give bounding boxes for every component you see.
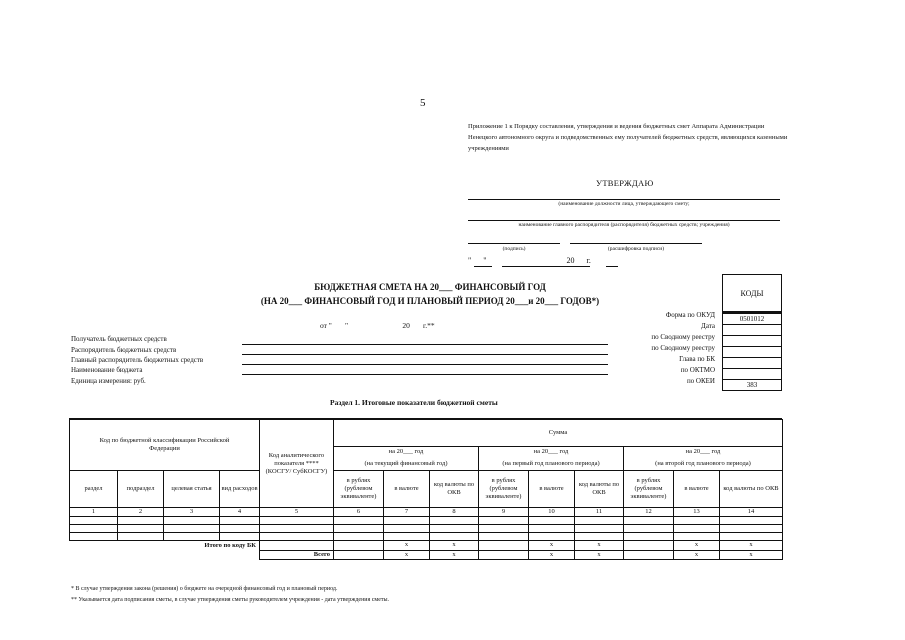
distributor-line <box>242 354 608 355</box>
col-num-3: 3 <box>164 508 220 517</box>
header-year2-sub: (на первый год планового периода) <box>479 458 624 470</box>
main-distributor-line <box>242 364 608 365</box>
budget-name-line <box>242 374 608 375</box>
total-all-x: x <box>430 550 479 559</box>
document-title-line2: (НА 20___ ФИНАНСОВЫЙ ГОД И ПЛАНОВЫЙ ПЕРИОД 20___и 20___ ГОДОВ*) <box>260 296 600 306</box>
header-val-3: в валюте <box>674 471 720 508</box>
header-vid: вид расходов <box>220 471 260 508</box>
header-val-1: в валюте <box>384 471 430 508</box>
header-val-2: в валюте <box>529 471 575 508</box>
table-row <box>70 533 783 541</box>
codes-label-okud: Форма по ОКУД <box>665 311 715 319</box>
header-rub-3: в рублях (рублевом эквиваленте) <box>624 471 674 508</box>
header-razdel: раздел <box>70 471 118 508</box>
header-year1: на 20___ год <box>334 446 479 458</box>
approval-line-org <box>468 220 780 221</box>
total-all-label: Всего <box>260 550 334 559</box>
header-year3: на 20___ год <box>624 446 783 458</box>
table-row <box>70 525 783 533</box>
code-date <box>722 325 782 336</box>
total-bk-x: x <box>430 541 479 551</box>
col-num-5: 5 <box>260 508 334 517</box>
col-num-14: 14 <box>720 508 783 517</box>
total-bk-label: Итого по коду БК <box>204 541 256 549</box>
code-oktmo <box>722 369 782 380</box>
approval-title: УТВЕРЖДАЮ <box>596 178 654 188</box>
header-rub-1: в рублях (рублевом эквиваленте) <box>334 471 384 508</box>
total-bk-x: x <box>575 541 624 551</box>
header-budget-code: Код по бюджетной классификации Российской Федерации <box>70 420 260 471</box>
total-all-x: x <box>674 550 720 559</box>
appendix-note: Приложение 1 к Порядку составления, утверждения и ведения бюджетных смет Аппарата Администрации Ненецкого автономного округа и подведомственных ему получателей бюджетных средств, являющихся казенными учреждениями <box>468 123 788 152</box>
total-bk-rub-1 <box>334 541 384 551</box>
code-registry2 <box>722 347 782 358</box>
footnote-2: ** Указывается дата подписания сметы, в случае утверждения сметы руководителем учреждения - дата утверждения сметы. <box>71 597 390 603</box>
approval-caption-org: наименование главного распорядителя (распорядителя) бюджетных средств; учреждения) <box>518 222 730 228</box>
section-title: Раздел 1. Итоговые показатели бюджетной сметы <box>330 398 498 407</box>
signature-line <box>468 243 560 244</box>
col-num-4: 4 <box>220 508 260 517</box>
total-bk-rub-3 <box>624 541 674 551</box>
col-num-1: 1 <box>70 508 118 517</box>
codes-label-registry1: по Сводному реестру <box>651 333 715 341</box>
col-num-8: 8 <box>430 508 479 517</box>
year-underline <box>606 266 618 267</box>
page-number: 5 <box>420 97 426 109</box>
total-all-x: x <box>575 550 624 559</box>
total-all-x: x <box>384 550 430 559</box>
budget-table <box>69 419 783 560</box>
col-num-9: 9 <box>479 508 529 517</box>
total-bk-x: x <box>674 541 720 551</box>
code-okei: 383 <box>722 380 782 391</box>
total-bk-rub-2 <box>479 541 529 551</box>
month-underline <box>502 266 590 267</box>
approval-caption-position: (наименование должности лица, утверждающего смету; <box>558 201 690 207</box>
approval-line-position <box>468 199 780 200</box>
total-bk-x: x <box>720 541 783 551</box>
header-podrazdel: подраздел <box>118 471 164 508</box>
total-all-row <box>70 550 783 559</box>
field-budget-name: Наименование бюджета <box>71 366 143 374</box>
codes-box <box>722 274 782 391</box>
decoding-caption: (расшифровка подписи) <box>607 246 665 252</box>
header-okv-2: код валюты по ОКВ <box>575 471 624 508</box>
total-all-rub-3 <box>624 550 674 559</box>
total-bk-analytic <box>260 541 334 551</box>
code-glava <box>722 358 782 369</box>
field-recipient: Получатель бюджетных средств <box>71 335 167 343</box>
codes-label-registry2: по Сводному реестру <box>651 344 715 352</box>
document-title-line1: БЮДЖЕТНАЯ СМЕТА НА 20___ ФИНАНСОВЫЙ ГОД <box>314 282 546 292</box>
col-num-2: 2 <box>118 508 164 517</box>
total-all-rub-1 <box>334 550 384 559</box>
total-all-x: x <box>529 550 575 559</box>
col-num-10: 10 <box>529 508 575 517</box>
header-analytic-code: Код аналитического показателя **** (КОСГУ/ СубКОСГУ) <box>260 420 334 508</box>
field-distributor: Распорядитель бюджетных средств <box>71 346 177 354</box>
codes-label-okei: по ОКЕИ <box>686 377 715 385</box>
header-year3-sub: (на второй год планового периода) <box>624 458 783 470</box>
column-number-row <box>70 508 783 517</box>
header-year2: на 20___ год <box>479 446 624 458</box>
total-all-rub-2 <box>479 550 529 559</box>
col-num-6: 6 <box>334 508 384 517</box>
total-all-x: x <box>720 550 783 559</box>
codes-label-oktmo: по ОКТМО <box>680 366 715 374</box>
col-num-7: 7 <box>384 508 430 517</box>
code-okud: 0501012 <box>722 312 782 325</box>
codes-label-glava: Глава по БК <box>679 355 715 363</box>
col-num-11: 11 <box>575 508 624 517</box>
header-sum: Сумма <box>334 420 783 447</box>
col-num-12: 12 <box>624 508 674 517</box>
code-registry1 <box>722 336 782 347</box>
total-bk-row <box>70 541 783 551</box>
header-tselevaya: целевая статья <box>164 471 220 508</box>
recipient-line <box>242 344 608 345</box>
decoding-line <box>570 243 702 244</box>
header-rub-2: в рублях (рублевом эквиваленте) <box>479 471 529 508</box>
header-okv-1: код валюты по ОКВ <box>430 471 479 508</box>
total-bk-x: x <box>529 541 575 551</box>
table-row <box>70 517 783 525</box>
total-bk-x: x <box>384 541 430 551</box>
header-okv-3: код валюты по ОКВ <box>720 471 783 508</box>
approval-date: " " 20 г. <box>468 256 591 265</box>
field-unit: Единица измерения: руб. <box>71 377 146 385</box>
footnote-1: * В случае утверждения закона (решения) о бюджете на очередной финансовый год и плановый период. <box>71 586 338 592</box>
codes-label-date: Дата <box>701 322 715 330</box>
day-underline <box>474 266 492 267</box>
col-num-13: 13 <box>674 508 720 517</box>
header-year1-sub: (на текущий финансовый год) <box>334 458 479 470</box>
total-all-spacer <box>70 550 260 559</box>
document-date: от " " 20 г.** <box>320 321 435 330</box>
field-main-distributor: Главный распорядитель бюджетных средств <box>71 356 204 364</box>
signature-caption: (подпись) <box>502 246 526 252</box>
codes-header: КОДЫ <box>722 274 782 312</box>
